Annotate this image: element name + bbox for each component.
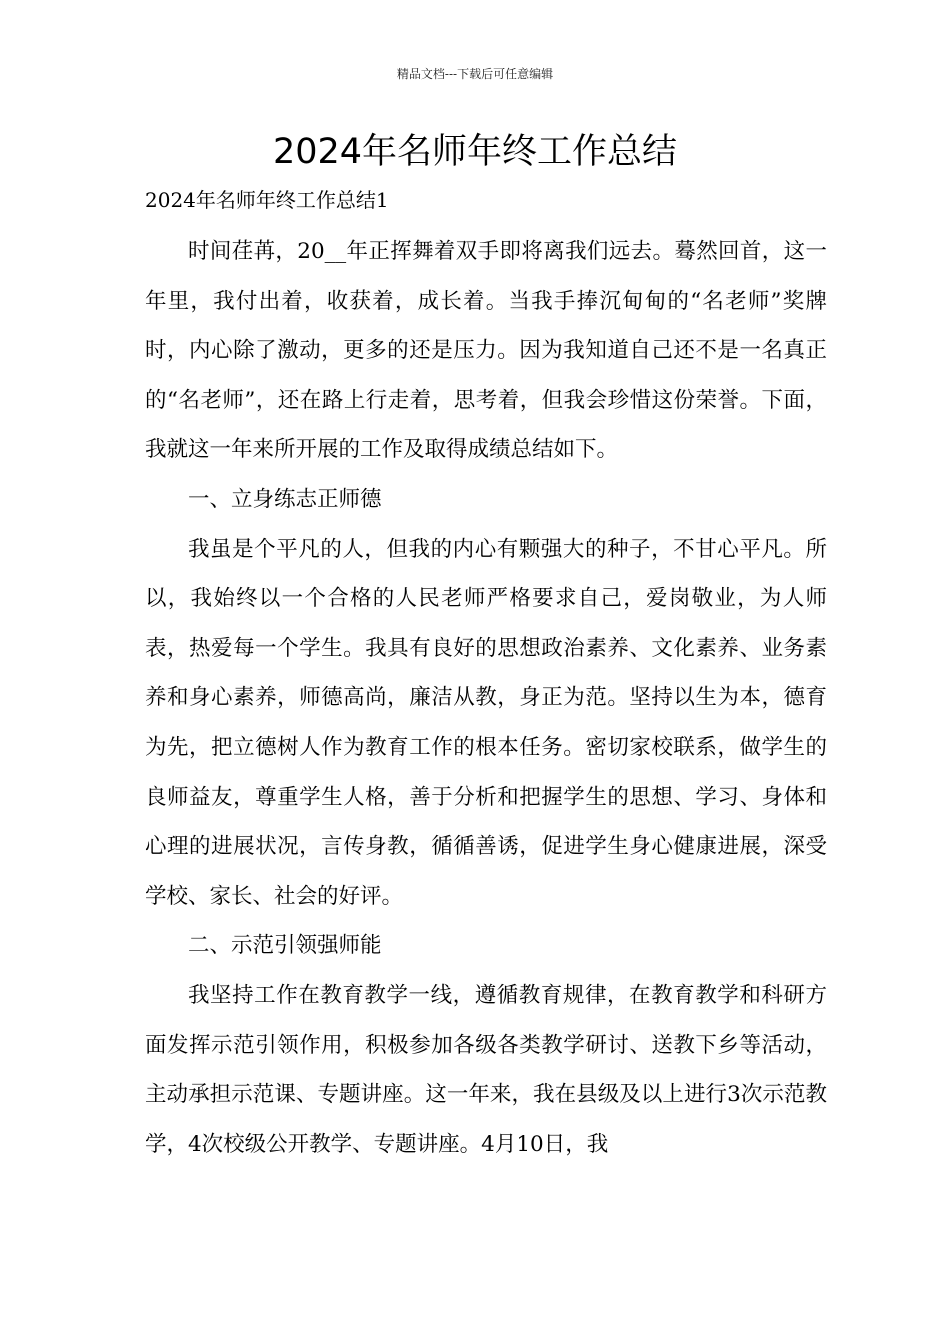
- heading-2: 二、示范引领强师能: [188, 933, 382, 959]
- section-subtitle: 2024年名师年终工作总结1: [145, 188, 389, 212]
- document-body: [145, 227, 827, 1169]
- paragraph-intro: 时间荏苒，20__年正挥舞着双手即将离我们远去。蓦然回首，这一年里，我付出着，收获着，成长着。当我手捧沉甸甸的“名老师”奖牌时，内心除了激动，更多的还是压力。因为我知道自己还不是一名真正的“名老师”，还在路上行走着，思考着，但我会珍惜这份荣誉。下面，我就这一年来所开展的工作及取得成绩总结如下。: [145, 239, 827, 463]
- paragraph-ethics: 我虽是个平凡的人，但我的内心有颗强大的种子，不甘心平凡。所以，我始终以一个合格的人民老师严格要求自己，爱岗敬业，为人师表，热爱每一个学生。我具有良好的思想政治素养、文化素养、业务素养和身心素养，师德高尚，廉洁从教，身正为范。坚持以生为本，德育为先，把立德树人作为教育工作的根本任务。密切家校联系，做学生的良师益友，尊重学生人格，善于分析和把握学生的思想、学习、身体和心理的进展状况，言传身教，循循善诱，促进学生身心健康进展，深受学校、家长、社会的好评。: [145, 536, 827, 909]
- heading-1: 一、立身练志正师德: [188, 486, 382, 512]
- page-title: 2024年名师年终工作总结: [272, 132, 678, 172]
- paragraph-teaching: 我坚持工作在教育教学一线，遵循教育规律，在教育教学和科研方面发挥示范引领作用，积极参加各级各类教学研讨、送教下乡等活动，主动承担示范课、专题讲座。这一年来，我在县级及以上进行3次示范教学，4次校级公开教学、专题讲座。4月10日，我: [145, 982, 827, 1157]
- header-note: 精品文档---下载后可任意编辑: [396, 67, 554, 81]
